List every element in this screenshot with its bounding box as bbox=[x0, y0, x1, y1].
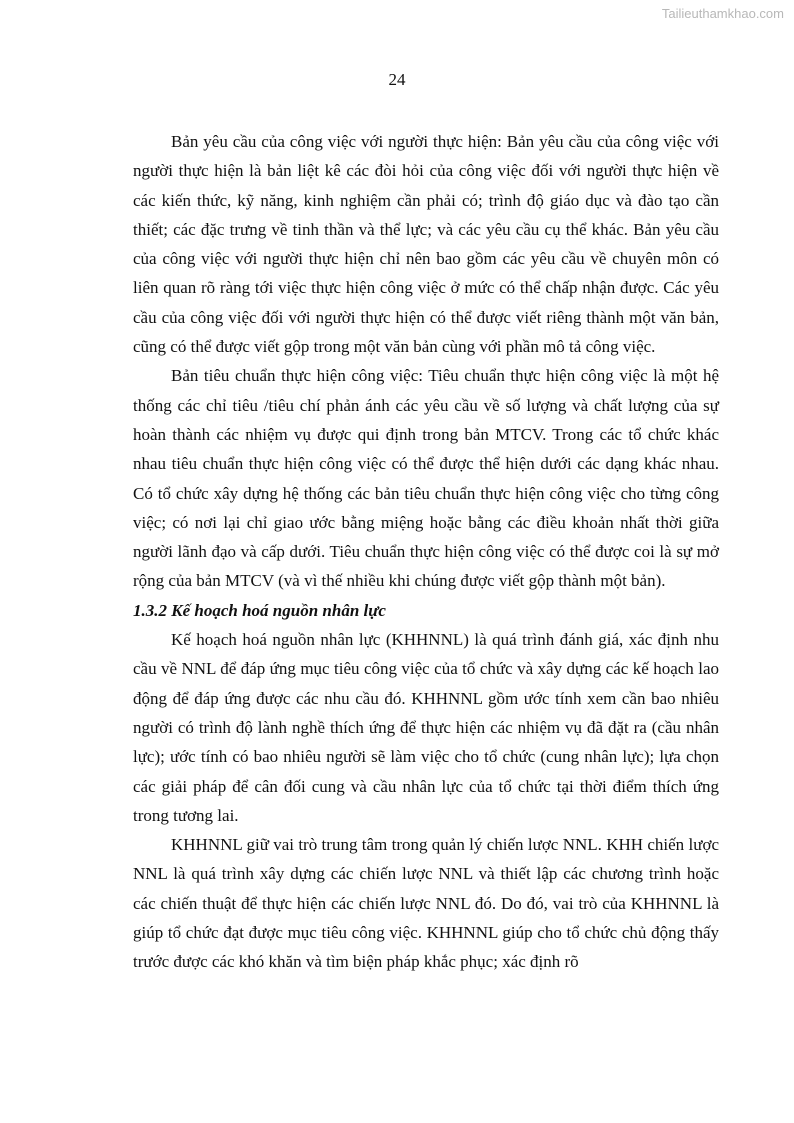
page-number: 24 bbox=[388, 70, 406, 89]
section-heading: 1.3.2 Kế hoạch hoá nguồn nhân lực bbox=[133, 600, 386, 620]
paragraph-performance-standards: Bản tiêu chuẩn thực hiện công việc: Tiêu chuẩn thực hiện công việc là một hệ thống các chỉ tiêu /tiêu chí phản ánh các yêu cầu về số lượng và chất lượng của sự hoàn thành các nhiệm vụ được qui định trong bản MTCV. Trong các tổ chức khác nhau tiêu chuẩn thực hiện công việc có thể được thể hiện dưới các dạng khác nhau. Có tổ chức xây dựng hệ thống các bản tiêu chuẩn thực hiện công việc cho từng công việc; có nơi lại chỉ giao ước bằng miệng hoặc bằng các điều khoản nhất thời giữa người lãnh đạo và cấp dưới. Tiêu chuẩn thực hiện công việc có thể được coi là sự mở rộng của bản MTCV (và vì thế nhiều khi chúng được viết gộp thành một bản). bbox=[133, 366, 719, 591]
paragraph-hr-planning-definition: Kế hoạch hoá nguồn nhân lực (KHHNNL) là quá trình đánh giá, xác định nhu cầu về NNL để đáp ứng mục tiêu công việc của tổ chức và xây dựng các kế hoạch lao động để đáp ứng được các nhu cầu đó. KHHNNL gồm ước tính xem cần bao nhiêu người có trình độ lành nghề thích ứng để thực hiện các nhiệm vụ đã đặt ra (cầu nhân lực); ước tính có bao nhiêu người sẽ làm việc cho tổ chức (cung nhân lực); lựa chọn các giải pháp để cân đối cung và cầu nhân lực của tổ chức tại thời điểm thích ứng trong tương lai. bbox=[133, 630, 719, 825]
paragraph-job-requirements: Bản yêu cầu của công việc với người thực hiện: Bản yêu cầu của công việc với người thực hiện là bản liệt kê các đòi hỏi của công việc đối với người thực hiện về các kiến thức, kỹ năng, kinh nghiệm cần phải có; trình độ giáo dục và đào tạo cần thiết; các đặc trưng về tinh thần và thể lực; và các yêu cầu cụ thể khác. Bản yêu cầu của công việc với người thực hiện chỉ nên bao gồm các yêu cầu về chuyên môn có liên quan rõ ràng tới việc thực hiện công việc ở mức có thể chấp nhận được. Các yêu cầu của công việc đối với người thực hiện có thể được viết riêng thành một văn bản, cũng có thể được viết gộp trong một văn bản cùng với phần mô tả công việc. bbox=[133, 132, 719, 357]
document-body bbox=[133, 127, 719, 977]
paragraph-hr-planning-role: KHHNNL giữ vai trò trung tâm trong quản lý chiến lược NNL. KHH chiến lược NNL là quá trình xây dựng các chiến lược NNL và thiết lập các chương trình hoặc các chiến thuật để thực hiện các chiến lược NNL đó. Do đó, vai trò của KHHNNL là giúp tổ chức đạt được mục tiêu công việc. KHHNNL giúp cho tổ chức chủ động thấy trước được các khó khăn và tìm biện pháp khắc phục; xác định rõ bbox=[133, 835, 719, 972]
watermark: Tailieuthamkhao.com bbox=[661, 6, 784, 21]
